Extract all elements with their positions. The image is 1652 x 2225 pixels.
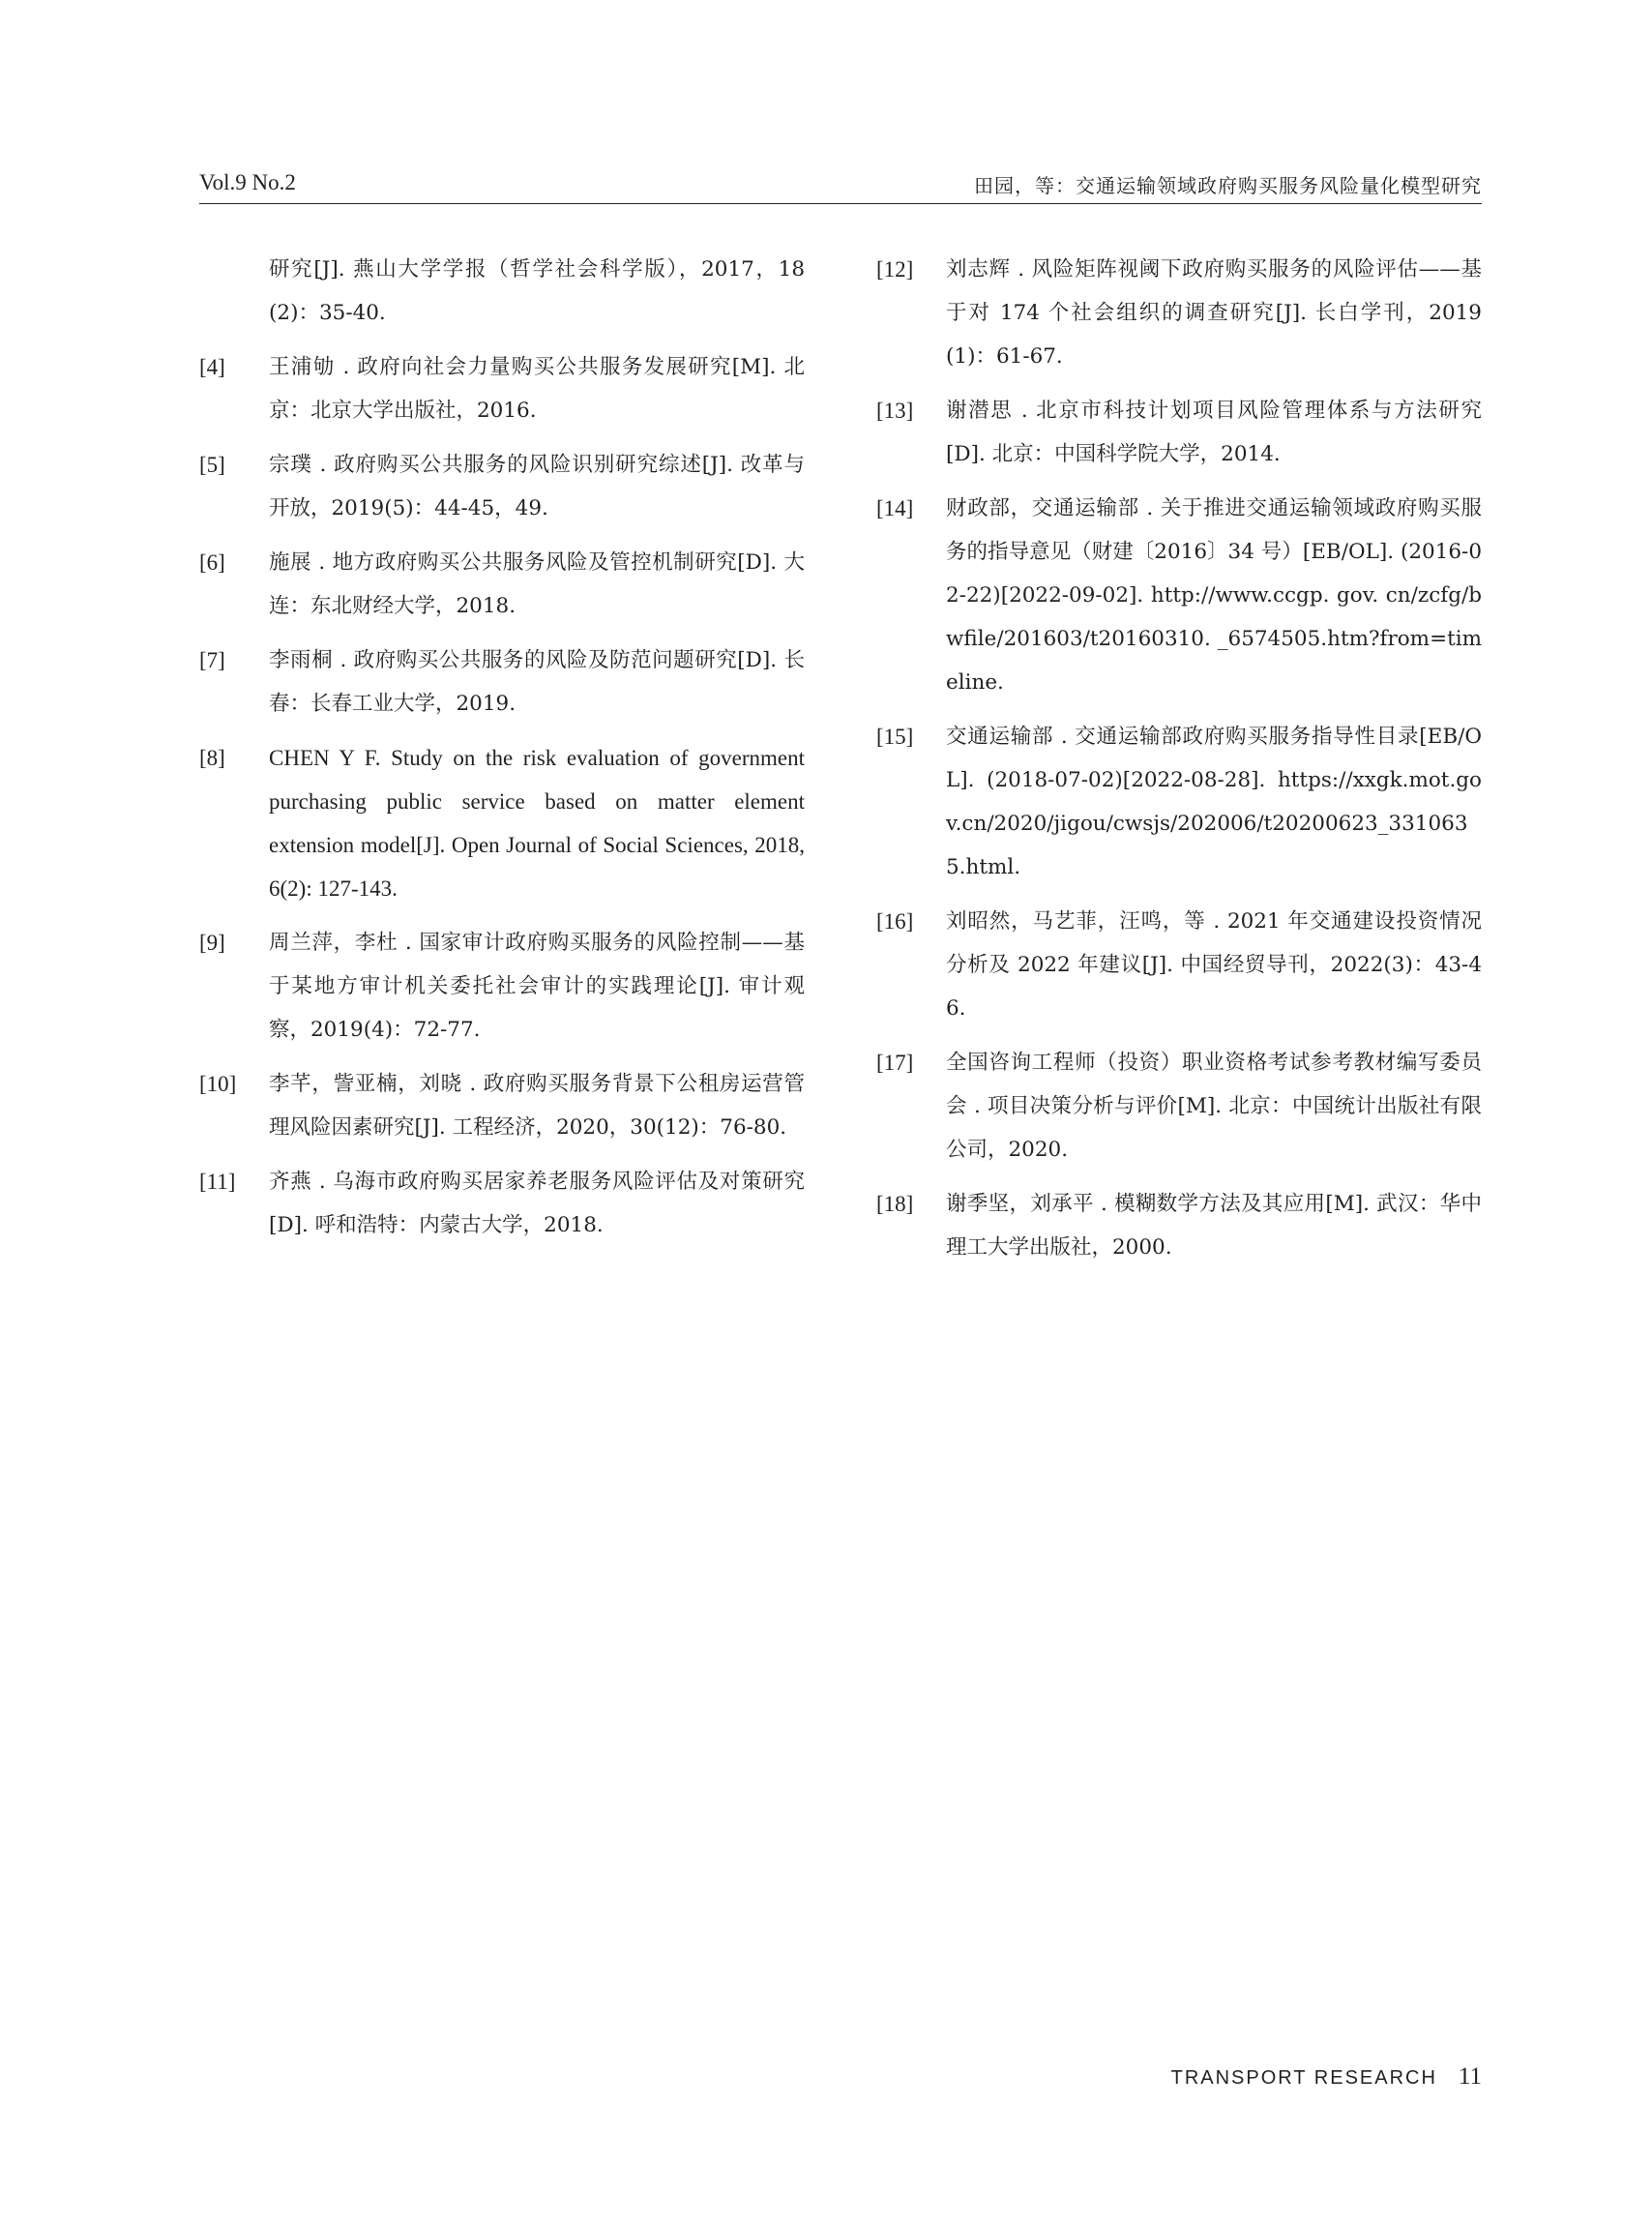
reference-number: [18] [876,1192,914,1216]
reference-text: 谢季坚，刘承平 . 模糊数学方法及其应用[M]. 武汉：华中理工大学出版社，2000. [946,1192,1482,1260]
reference-10 [199,1062,805,1149]
reference-5 [199,443,805,530]
reference-8 [199,736,805,910]
reference-number: [16] [876,909,914,934]
reference-14 [876,487,1482,704]
reference-number: [8] [199,746,225,770]
reference-text: 周兰萍，李杜 . 国家审计政府购买服务的风险控制——基于某地方审计机关委托社会审计的实践理论[J]. 审计观察，2019(4)：72-77. [269,931,805,1042]
reference-13 [876,389,1482,476]
reference-number: [5] [199,453,225,477]
reference-text: 研究[J]. 燕山大学学报（哲学社会科学版），2017，18(2)：35-40. [269,257,805,325]
reference-text: 施展 . 地方政府购买公共服务风险及管控机制研究[D]. 大连：东北财经大学，2018. [269,550,805,618]
reference-9 [199,921,805,1052]
reference-text: 宗璞 . 政府购买公共服务的风险识别研究综述[J]. 改革与开放，2019(5)：44-45，49. [269,453,805,520]
volume-label: Vol.9 No.2 [199,170,296,194]
reference-text: 谢潜思 . 北京市科技计划项目风险管理体系与方法研究[D]. 北京：中国科学院大学，2014. [946,399,1482,466]
reference-15 [876,715,1482,889]
reference-text: 交通运输部 . 交通运输部政府购买服务指导性目录[EB/OL]. (2018-07-02)[2022-08-28]. https://xxgk.mot.gov.cn/2020/jigou/cwsjs/202006/t20200623_3310635.html. [946,725,1482,879]
reference-number: [9] [199,931,225,955]
reference-16 [876,900,1482,1030]
reference-text: 刘志辉 . 风险矩阵视阈下政府购买服务的风险评估——基于对 174 个社会组织的调查研究[J]. 长白学刊，2019(1)：61-67. [946,257,1482,369]
reference-number: [13] [876,399,914,423]
reference-number: [7] [199,648,225,672]
page-number: 11 [1458,2063,1482,2090]
reference-number: [6] [199,550,225,575]
reference-number: [17] [876,1051,914,1075]
reference-text: 全国咨询工程师（投资）职业资格考试参考教材编写委员会 . 项目决策分析与评价[M]. 北京：中国统计出版社有限公司，2020. [946,1051,1482,1162]
reference-text: 王浦劬 . 政府向社会力量购买公共服务发展研究[M]. 北京：北京大学出版社，2016. [269,355,805,423]
reference-4 [199,345,805,432]
reference-11 [199,1160,805,1247]
journal-name: TRANSPORT RESEARCH [1170,2067,1437,2089]
references-left-column [199,248,805,1258]
reference-number: [12] [876,257,914,282]
reference-text: 齐燕 . 乌海市政府购买居家养老服务风险评估及对策研究[D]. 呼和浩特：内蒙古大学，2018. [269,1170,805,1237]
reference-12 [876,248,1482,378]
reference-text: 刘昭然，马艺菲，汪鸣，等 . 2021 年交通建设投资情况分析及 2022 年建议[J]. 中国经贸导刊，2022(3)：43-46. [946,909,1482,1021]
running-header [199,168,1482,204]
page-footer [1171,2063,1482,2091]
reference-7 [199,638,805,726]
reference-text: 李雨桐 . 政府购买公共服务的风险及防范问题研究[D]. 长春：长春工业大学，2019. [269,648,805,716]
reference-number: [4] [199,355,225,379]
reference-17 [876,1041,1482,1172]
reference-text: CHEN Y F. Study on the risk evaluation of government purchasing public service based on matter element extension model[J]. Open Journal of Social Sciences, 2018, 6(2): 127-143. [269,746,805,901]
reference-number: [10] [199,1072,237,1096]
reference-continuation [199,248,805,335]
running-title: 田园，等：交通运输领域政府购买服务风险量化模型研究 [974,174,1482,197]
reference-text: 李芊，訾亚楠，刘晓 . 政府购买服务背景下公租房运营管理风险因素研究[J]. 工程经济，2020，30(12)：76-80. [269,1072,805,1140]
reference-18 [876,1182,1482,1269]
reference-text: 财政部，交通运输部 . 关于推进交通运输领域政府购买服务的指导意见（财建〔2016〕34 号）[EB/OL]. (2016-02-22)[2022-09-02]. http://www.ccgp. gov. cn/zcfg/bwfile/201603/t20160310. _6574505.htm?from=timeline. [946,496,1482,695]
reference-number: [11] [199,1170,236,1194]
reference-number: [15] [876,725,914,749]
reference-number: [14] [876,496,914,520]
reference-6 [199,541,805,628]
references-right-column [876,248,1482,1280]
